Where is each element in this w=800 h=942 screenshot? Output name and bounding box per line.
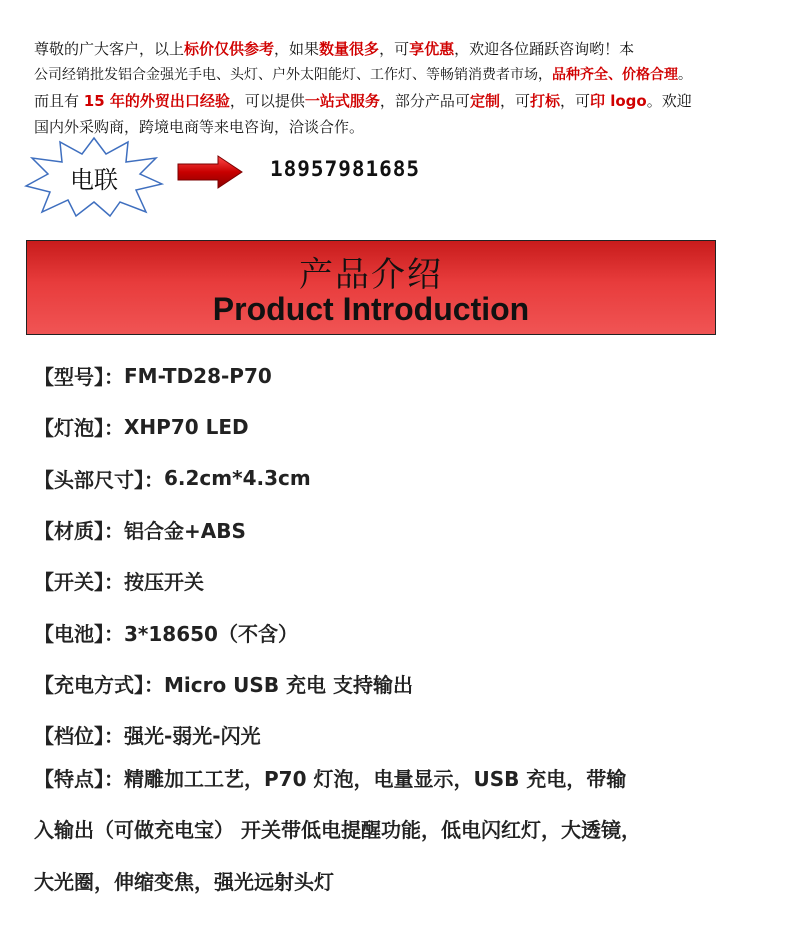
spec-value: 按压开关 xyxy=(124,570,204,595)
highlight-discount: 享优惠 xyxy=(409,40,455,58)
spec-key: 【材质】： xyxy=(34,519,124,544)
banner-title-cn: 产品介绍 xyxy=(299,255,443,295)
spec-value: 3*18650（不含） xyxy=(124,621,298,646)
intro-text-segment: 国内外采购商，跨境电商等来电咨询，洽谈合作。 xyxy=(34,118,365,136)
highlight-price-note: 标价仅供参考 xyxy=(184,40,275,58)
intro-text-segment: ，可以提供 xyxy=(229,92,305,110)
intro-line-2 xyxy=(34,62,734,88)
banner-title-en: Product Introduction xyxy=(212,291,530,327)
intro-text-segment: 。 xyxy=(678,67,692,83)
spec-row-model xyxy=(34,350,774,401)
spec-key: 【充电方式】： xyxy=(34,672,164,697)
features-line-2: 入输出（可做充电宝） 开关带低电提醒功能，低电闪红灯，大透镜， xyxy=(34,818,641,843)
highlight-custom: 定制 xyxy=(469,92,500,110)
intro-text-segment: ，部分产品可 xyxy=(379,92,470,110)
contact-label: 电联 xyxy=(70,165,118,194)
intro-text-segment: ，可 xyxy=(559,92,590,110)
intro-text-segment: ，欢迎各位踊跃咨询哟！本 xyxy=(454,40,635,58)
highlight-quantity: 数量很多 xyxy=(319,40,380,58)
intro-text-segment: ，可 xyxy=(499,92,530,110)
spec-key: 【灯泡】： xyxy=(34,416,124,441)
highlight-label: 打标 xyxy=(529,92,560,110)
features-block xyxy=(34,752,774,906)
spec-row-battery xyxy=(34,606,774,657)
intro-text xyxy=(34,36,734,140)
intro-text-segment: 公司经销批发铝合金强光手电、头灯、户外太阳能灯、工作灯、等畅销消费者市场， xyxy=(34,67,552,83)
intro-text-segment: ，如果 xyxy=(274,40,320,58)
right-arrow-icon xyxy=(176,154,244,190)
spec-row-bulb xyxy=(34,401,774,452)
spec-value: 6.2cm*4.3cm xyxy=(164,466,311,491)
spec-row-switch xyxy=(34,555,774,606)
intro-line-3 xyxy=(34,88,734,114)
contact-section xyxy=(24,136,624,218)
spec-row-head-size xyxy=(34,453,774,504)
highlight-variety-price: 品种齐全、价格合理 xyxy=(552,67,678,83)
spec-row-material xyxy=(34,504,774,555)
spec-list xyxy=(34,350,774,760)
intro-text-segment: 尊敬的广大客户，以上 xyxy=(34,40,185,58)
phone-number[interactable]: 18957981685 xyxy=(270,157,421,181)
features-line-3: 大光圈，伸缩变焦，强光远射头灯 xyxy=(34,869,334,894)
spec-key: 【型号】： xyxy=(34,365,124,390)
spec-key: 【电池】： xyxy=(34,621,124,646)
spec-value: 铝合金+ABS xyxy=(124,519,246,544)
intro-text-segment: 。欢迎 xyxy=(646,92,692,110)
features-line-1: 【特点】：精雕加工工艺，P70 灯泡，电量显示，USB 充电，带输 xyxy=(34,767,627,792)
spec-key: 【开关】： xyxy=(34,570,124,595)
spec-value: 强光-弱光-闪光 xyxy=(124,724,261,749)
highlight-export-experience: 15 年的外贸出口经验 xyxy=(83,92,230,110)
intro-text-segment: ，可 xyxy=(379,40,410,58)
intro-line-1 xyxy=(34,36,734,62)
spec-value: XHP70 LED xyxy=(124,414,249,439)
spec-row-charging xyxy=(34,658,774,709)
highlight-one-stop: 一站式服务 xyxy=(304,92,380,110)
spec-key: 【头部尺寸】： xyxy=(34,467,164,492)
spec-key: 【档位】： xyxy=(34,724,124,749)
highlight-logo: 印 logo xyxy=(590,92,647,110)
product-intro-banner xyxy=(26,240,716,335)
intro-text-segment: 而且有 xyxy=(34,92,84,110)
spec-value: Micro USB 充电 支持输出 xyxy=(164,672,413,697)
spec-value: FM-TD28-P70 xyxy=(124,363,272,388)
